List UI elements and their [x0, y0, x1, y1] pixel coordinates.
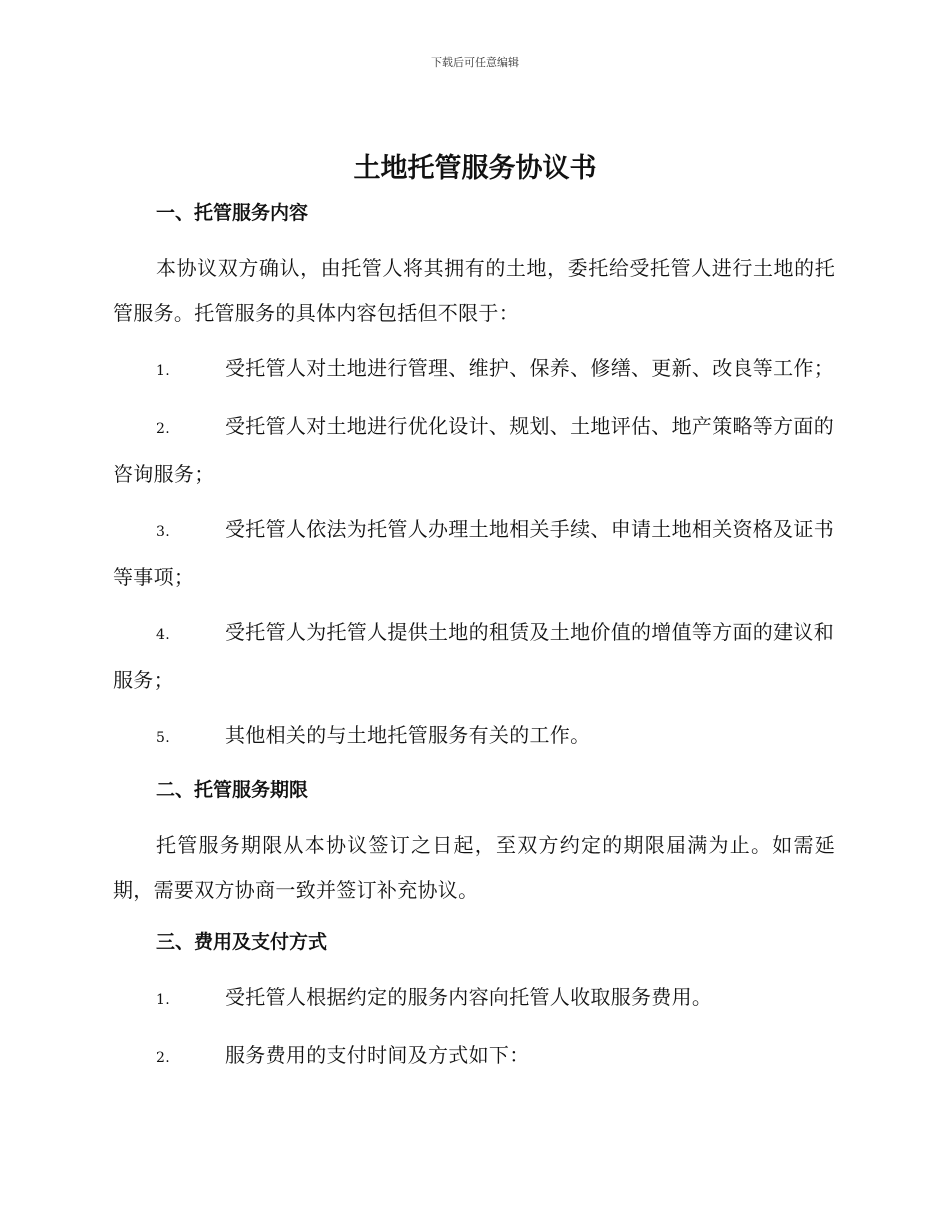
document-title: 土地托管服务协议书 [353, 153, 597, 184]
list-item-text: 受托管人对土地进行管理、维护、保养、修缮、更新、改良等工作； [225, 356, 834, 380]
section-heading-service-content: 一、托管服务内容 [156, 202, 309, 224]
list-item-text: 受托管人根据约定的服务内容向托管人收取服务费用。 [225, 985, 713, 1009]
list-item-number: 3. [156, 524, 170, 540]
list-item-text: 受托管人对土地进行优化设计、规划、土地评估、地产策略等方面的咨询服务； [113, 414, 834, 486]
list-item-text: 受托管人依法为托管人办理土地相关手续、申请土地相关资格及证书等事项； [113, 517, 834, 589]
list-item-number: 1. [156, 363, 170, 379]
list-item-number: 4. [156, 627, 170, 643]
list-item [113, 404, 835, 497]
list-item [113, 1033, 835, 1081]
list-item-number: 5. [156, 730, 170, 746]
list-item [113, 975, 835, 1023]
list-item [113, 507, 835, 600]
list-item-text: 其他相关的与土地托管服务有关的工作。 [225, 723, 591, 747]
list-item-number: 2. [156, 421, 170, 437]
section2-paragraph: 托管服务期限从本协议签订之日起，至双方约定的期限届满为止。如需延期，需要双方协商一致并签订补充协议。 [113, 833, 835, 902]
section-heading-service-term: 二、托管服务期限 [156, 779, 309, 801]
list-item-number: 1. [156, 992, 170, 1008]
page-header-note: 下载后可任意编辑 [431, 56, 519, 69]
section1-intro-paragraph: 本协议双方确认，由托管人将其拥有的土地，委托给受托管人进行土地的托管服务。托管服务的具体内容包括但不限于： [113, 256, 835, 325]
list-item-text: 受托管人为托管人提供土地的租赁及土地价值的增值等方面的建议和服务； [113, 620, 834, 692]
list-item-text: 服务费用的支付时间及方式如下： [225, 1043, 530, 1067]
document-body [113, 194, 835, 1091]
list-item-number: 2. [156, 1050, 170, 1066]
list-item [113, 610, 835, 703]
list-item [113, 346, 835, 394]
list-item [113, 713, 835, 761]
section-heading-fees-payment: 三、费用及支付方式 [156, 931, 328, 953]
